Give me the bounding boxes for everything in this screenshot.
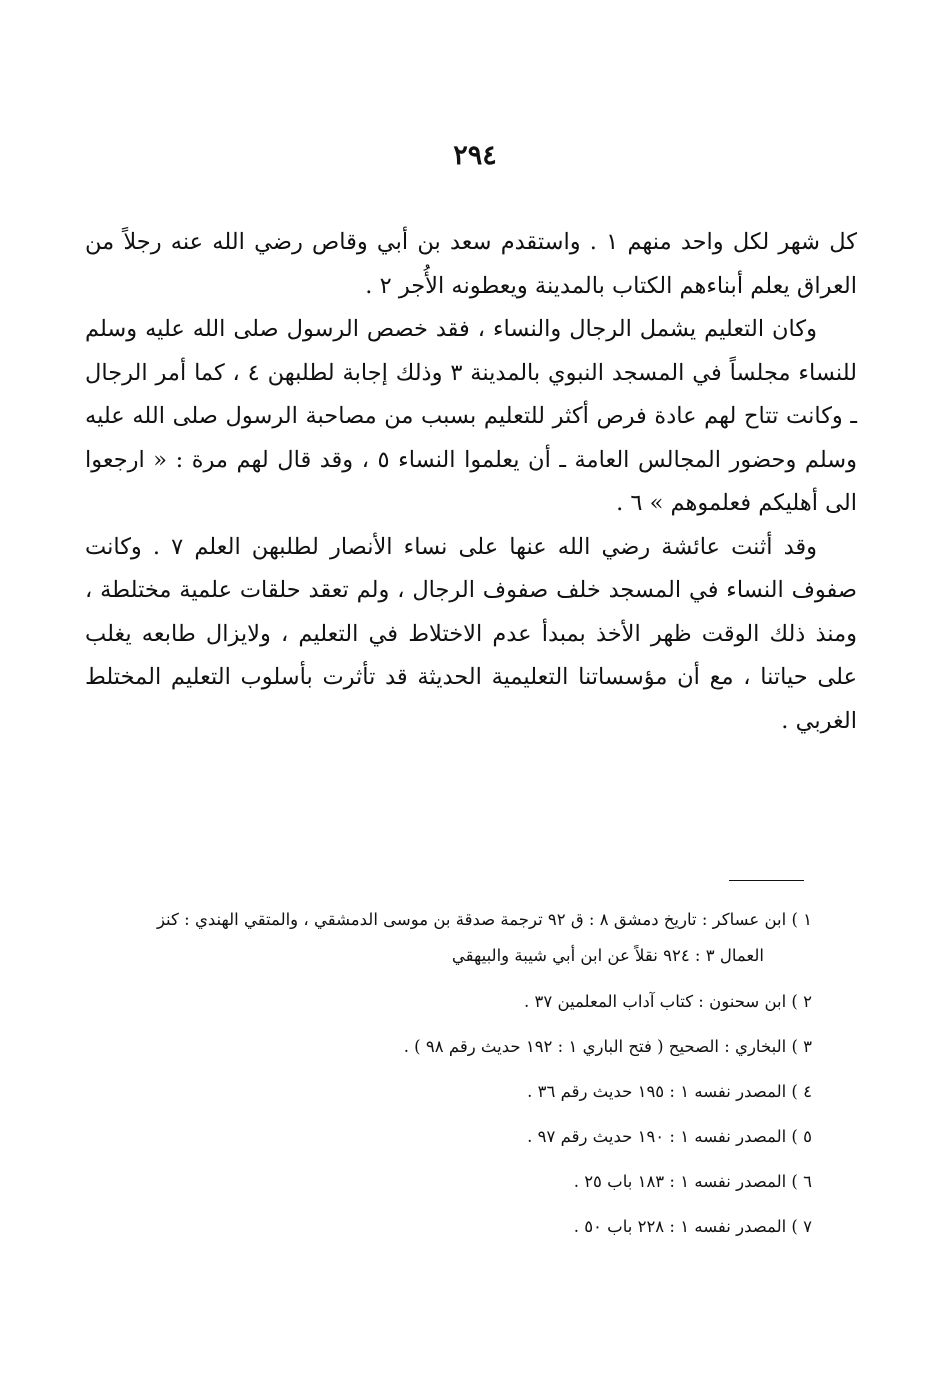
paragraph-1: كل شهر لكل واحد منهم ١ . واستقدم سعد بن أبي وقاص رضي الله عنه رجلاً من العراق يعلم أبناءهم الكتاب بالمدينة ويعطونه الأُجر ٢ .: [85, 229, 857, 299]
footnote-7: ٧ ) المصدر نفسه ١ : ٢٢٨ باب ٥٠ .: [573, 1217, 812, 1236]
footnote-4: ٤ ) المصدر نفسه ١ : ١٩٥ حديث رقم ٣٦ .: [527, 1082, 812, 1101]
footnote-divider: [729, 880, 804, 881]
page-number: ٢٩٤: [453, 140, 497, 171]
paragraph-3: وقد أثنت عائشة رضي الله عنها على نساء الأنصار لطلبهن العلم ٧ . وكانت صفوف النساء في المسجد خلف صفوف الرجال ، ولم تعقد حلقات علمية مختلطة ، ومنذ ذلك الوقت ظهر الأخذ بمبدأ عدم الاختلاط في التعليم ، ولايزال طابعه يغلب على حياتنا ، مع أن مؤسساتنا التعليمية الحديثة قد تأثرت بأسلوب التعليم المختلط الغربي .: [85, 533, 857, 734]
footnote-3: ٣ ) البخاري : الصحيح ( فتح الباري ١ : ١٩٢ حديث رقم ٩٨ ) .: [403, 1037, 812, 1056]
footnote-2: ٢ ) ابن سحنون : كتاب آداب المعلمين ٣٧ .: [524, 992, 812, 1011]
footnote-1-line-1: ١ ) ابن عساكر : تاريخ دمشق ٨ : ق ٩٢ ترجمة صدقة بن موسى الدمشقي ، والمتقي الهندي : كنز: [156, 910, 812, 929]
footnotes: [100, 908, 812, 1260]
footnote-1-line-2: العمال ٣ : ٩٢٤ نقلاً عن ابن أبي شيبة والبيهقي: [451, 946, 764, 965]
main-text: [85, 221, 857, 743]
footnote-1: [100, 908, 812, 967]
paragraph-2: وكان التعليم يشمل الرجال والنساء ، فقد خصص الرسول صلى الله عليه وسلم للنساء مجلساً في المسجد النبوي بالمدينة ٣ وذلك إجابة لطلبهن ٤ ، كما أمر الرجال ـ وكانت تتاح لهم عادة فرص أكثر للتعليم بسبب من مصاحبة الرسول صلى الله عليه وسلم وحضور المجالس العامة ـ أن يعلموا النساء ٥ ، وقد قال لهم مرة : « ارجعوا الى أهليكم فعلموهم » ٦ .: [85, 316, 858, 516]
footnote-6: ٦ ) المصدر نفسه ١ : ١٨٣ باب ٢٥ .: [573, 1172, 812, 1191]
footnote-5: ٥ ) المصدر نفسه ١ : ١٩٠ حديث رقم ٩٧ .: [527, 1127, 812, 1146]
